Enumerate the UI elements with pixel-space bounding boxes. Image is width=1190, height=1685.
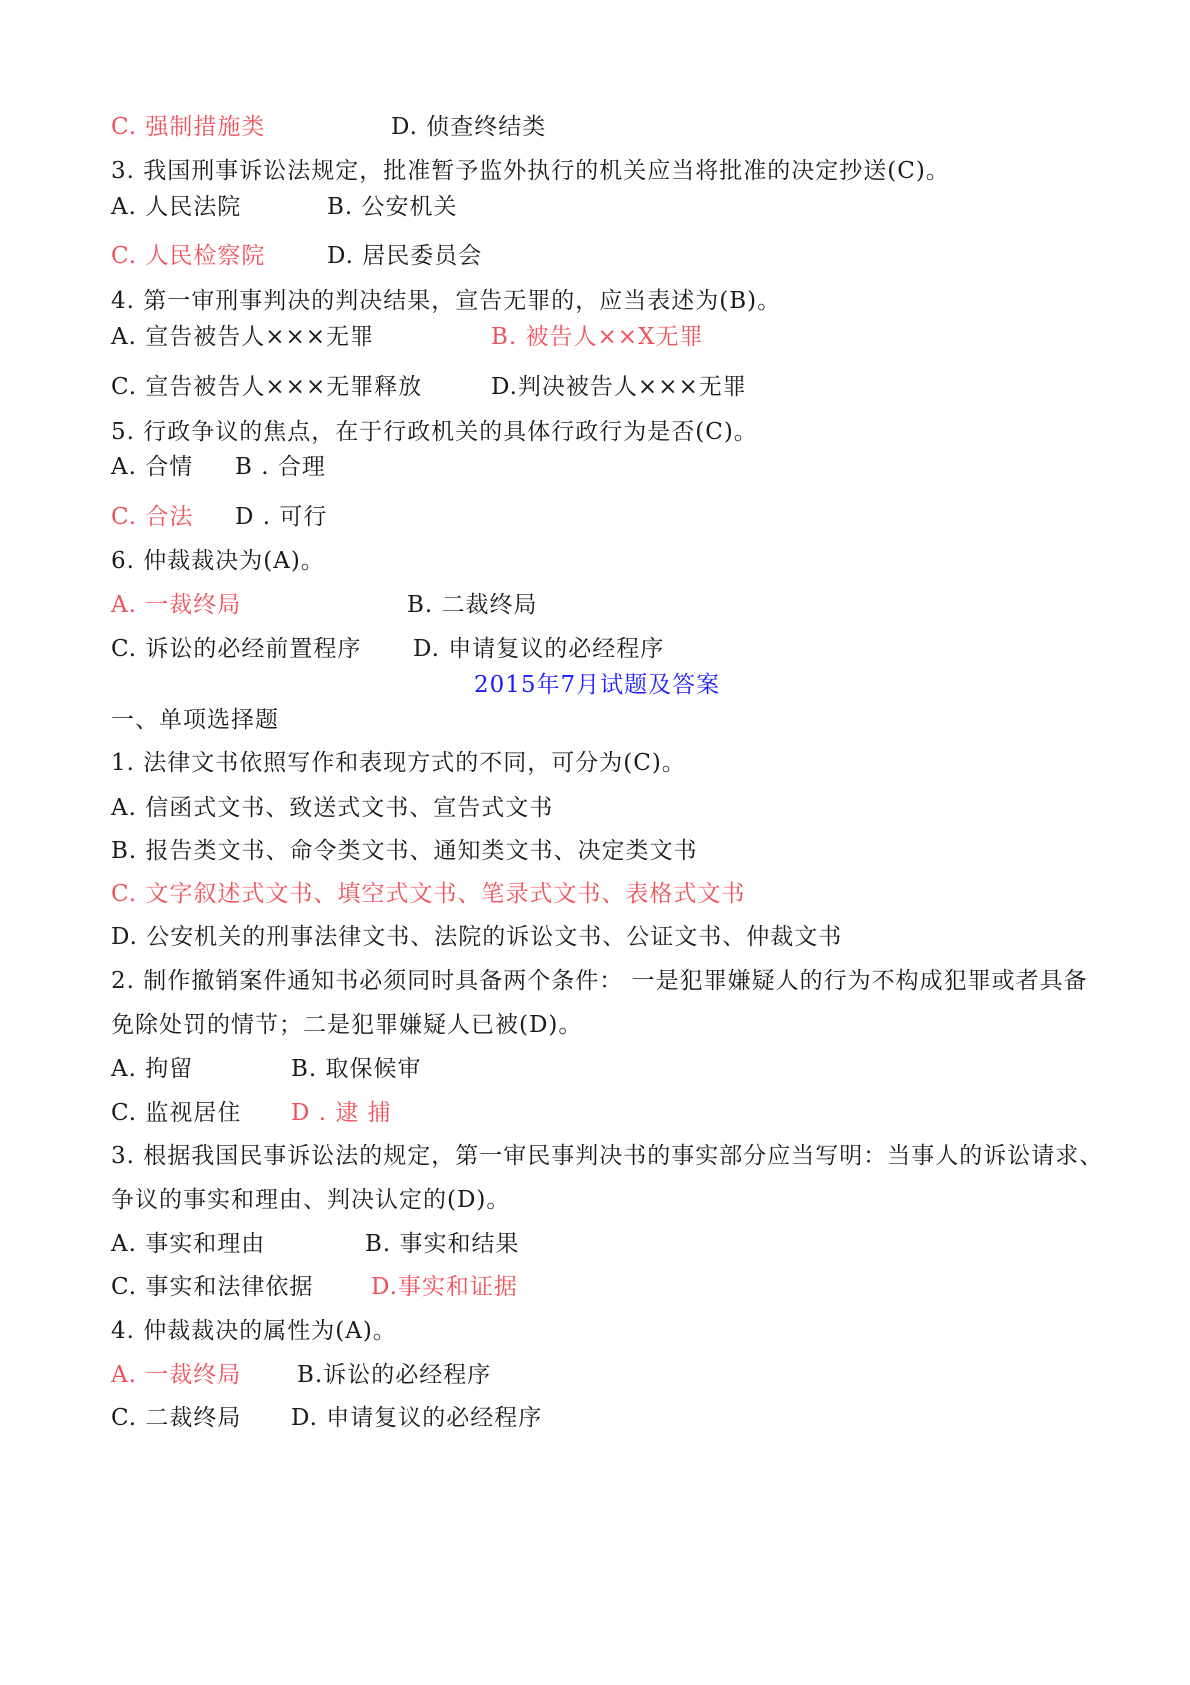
question-3-continued: 争议的事实和理由、判决认定的(D)。 <box>111 1187 511 1213</box>
option-c-answer: C. 合法 <box>111 504 194 530</box>
option-b: B . 合理 <box>235 454 326 480</box>
option-b: B. 事实和结果 <box>365 1231 520 1257</box>
option-b: B. 公安机关 <box>327 194 458 220</box>
option-d: D.判决被告人×××无罪 <box>491 374 747 400</box>
option-a: A. 拘留 <box>111 1056 194 1082</box>
option-c: C. 监视居住 <box>111 1100 242 1126</box>
option-d-answer: D.事实和证据 <box>371 1274 518 1300</box>
option-a-answer: A. 一裁终局 <box>111 1362 242 1388</box>
question-1: 1. 法律文书依照写作和表现方式的不同，可分为(C)。 <box>111 750 686 776</box>
question-5: 5. 行政争议的焦点，在于行政机关的具体行政行为是否(C)。 <box>111 419 758 445</box>
option-c-answer: C. 强制措施类 <box>111 114 266 140</box>
option-d: D. 侦查终结类 <box>391 114 547 140</box>
option-d: D . 可行 <box>235 504 328 530</box>
option-a: A. 合情 <box>111 454 194 480</box>
question-2-continued: 免除处罚的情节；二是犯罪嫌疑人已被(D)。 <box>111 1012 583 1038</box>
option-a: A. 信函式文书、致送式文书、宣告式文书 <box>111 795 554 821</box>
option-d: D. 居民委员会 <box>327 243 483 269</box>
option-d: D. 申请复议的必经程序 <box>413 636 665 662</box>
option-c: C. 二裁终局 <box>111 1405 242 1431</box>
option-a: A. 事实和理由 <box>111 1231 266 1257</box>
option-b-answer: B. 被告人××X无罪 <box>491 324 704 350</box>
option-d: D. 公安机关的刑事法律文书、法院的诉讼文书、公证文书、仲裁文书 <box>111 924 843 950</box>
question-3: 3. 我国刑事诉讼法规定，批准暂予监外执行的机关应当将批准的决定抄送(C)。 <box>111 158 950 184</box>
option-c-answer: C. 文字叙述式文书、填空式文书、笔录式文书、表格式文书 <box>111 881 746 907</box>
section-heading: 2015年7月试题及答案 <box>474 672 721 698</box>
option-a: A. 人民法院 <box>111 194 242 220</box>
option-c: C. 宣告被告人×××无罪释放 <box>111 374 423 400</box>
question-6: 6. 仲裁裁决为(A)。 <box>111 548 325 574</box>
option-d-answer: D . 逮 捕 <box>291 1100 392 1126</box>
option-a-answer: A. 一裁终局 <box>111 592 242 618</box>
question-4: 4. 仲裁裁决的属性为(A)。 <box>111 1318 397 1344</box>
option-b: B. 取保候审 <box>291 1056 422 1082</box>
question-4: 4. 第一审刑事判决的判决结果，宣告无罪的，应当表述为(B)。 <box>111 288 782 314</box>
question-3: 3. 根据我国民事诉讼法的规定，第一审民事判决书的事实部分应当写明：当事人的诉讼请求、 <box>111 1143 1104 1169</box>
option-b: B. 报告类文书、命令类文书、通知类文书、决定类文书 <box>111 838 698 864</box>
option-c: C. 事实和法律依据 <box>111 1274 314 1300</box>
option-b: B. 二裁终局 <box>407 592 538 618</box>
option-c-answer: C. 人民检察院 <box>111 243 266 269</box>
option-a: A. 宣告被告人×××无罪 <box>111 324 375 350</box>
option-c: C. 诉讼的必经前置程序 <box>111 636 362 662</box>
question-2: 2. 制作撤销案件通知书必须同时具备两个条件： 一是犯罪嫌疑人的行为不构成犯罪或者具备 <box>111 968 1088 994</box>
option-d: D. 申请复议的必经程序 <box>291 1405 543 1431</box>
section-title: 一、单项选择题 <box>111 707 279 733</box>
option-b: B.诉讼的必经程序 <box>297 1362 492 1388</box>
